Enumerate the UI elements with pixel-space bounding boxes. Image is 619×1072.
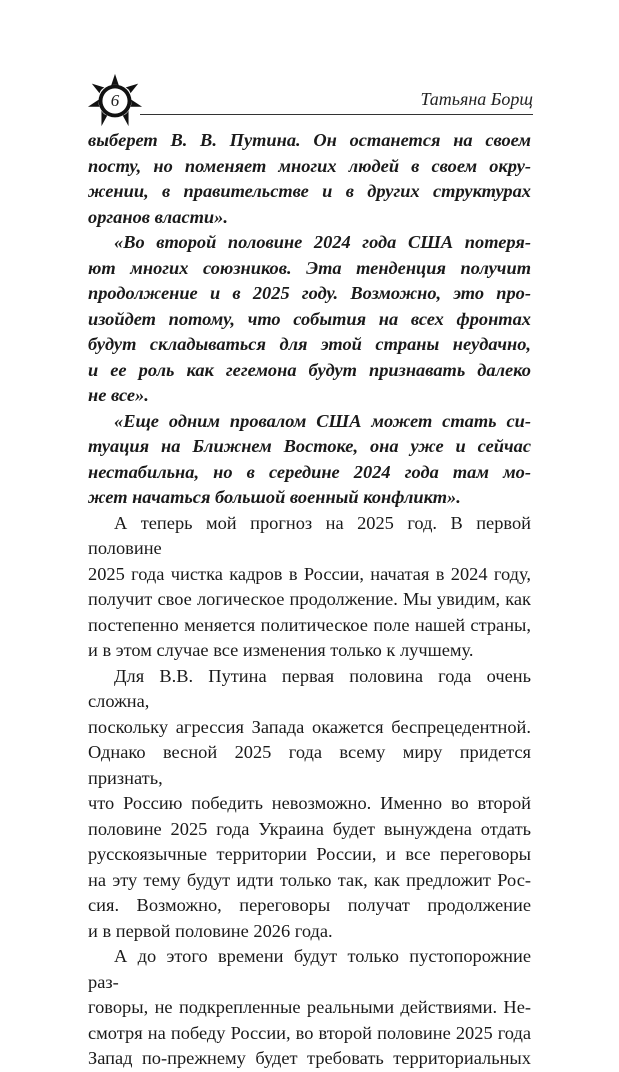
paragraph-4-line: сия. Возможно, переговоры получат продолжение (88, 895, 531, 915)
paragraph-5-line: А до этого времени будут только пустопорожние раз- (88, 946, 531, 992)
paragraph-3-line: 2025 года чистка кадров в России, начатая в 2024 году, (88, 563, 531, 584)
page-header (0, 0, 619, 130)
paragraph-2-line: жет начаться большой военный конфликт». (88, 487, 461, 507)
paragraph-4-line: Для В.В. Путина первая половина года очень сложна, (88, 665, 531, 711)
paragraph-1-line: и ее роль как гегемона будут признавать далеко (88, 359, 531, 380)
paragraph-5-line: Запад по-прежнему будет требовать территориальных (88, 1048, 531, 1068)
paragraph-4-line: Однако весной 2025 года всему миру придется признать, (88, 742, 531, 788)
paragraph-4-line: русскоязычные территории России, и все переговоры (88, 844, 531, 864)
paragraph-1-line: изойдет потому, что события на всех фронтах (88, 308, 531, 329)
paragraph-1-line: «Во второй половине 2024 года США потеря- (114, 232, 531, 252)
paragraph-4-line: половине 2025 года Украина будет вынуждена отдать (88, 818, 531, 839)
paragraph-5-line: говоры, не подкрепленные реальными действиями. Не- (88, 997, 531, 1017)
paragraph-0-line: жении, в правительстве и в других структурах (88, 181, 531, 201)
paragraph-5-line: смотря на победу России, во второй половине 2025 года (88, 1022, 531, 1043)
paragraph-4-line: поскольку агрессия Запада окажется беспрецедентной. (88, 716, 531, 737)
header-rule (140, 114, 533, 115)
paragraph-3-line: получит свое логическое продолжение. Мы увидим, как (88, 589, 531, 609)
paragraph-2-line: туация на Ближнем Востоке, она уже и сейчас (88, 436, 531, 456)
page-number: 6 (110, 91, 120, 110)
paragraph-0-line: посту, но поменяет многих людей в своем окру- (88, 155, 531, 176)
paragraph-0-line: органов власти». (88, 206, 228, 227)
paragraph-1-line: будут складываться для этой страны неудачно, (88, 334, 531, 354)
paragraph-2-line: нестабильна, но в середине 2024 года там мо- (88, 461, 531, 482)
paragraph-0-line: выберет В. В. Путина. Он останется на своем (88, 130, 531, 150)
paragraph-4-line: что Россию победить невозможно. Именно во второй (88, 793, 531, 813)
paragraph-4-line: на эту тему будут идти только так, как предложит Рос- (88, 869, 531, 890)
paragraph-4-line: и в первой половине 2026 года. (88, 920, 333, 941)
page-body (88, 128, 531, 1072)
paragraph-1-line: ют многих союзников. Эта тенденция получит (88, 257, 531, 278)
paragraph-3-line: А теперь мой прогноз на 2025 год. В первой половине (88, 512, 531, 558)
paragraph-3-line: постепенно меняется политическое поле нашей страны, (88, 614, 531, 635)
author-running-head: Татьяна Борщ (420, 89, 533, 109)
paragraph-1-line: не все». (88, 385, 149, 405)
paragraph-3-line: и в этом случае все изменения только к лучшему. (88, 640, 474, 660)
paragraph-1-line: продолжение и в 2025 году. Возможно, это про- (88, 283, 531, 303)
paragraph-2-line: «Еще одним провалом США может стать си- (114, 410, 531, 431)
